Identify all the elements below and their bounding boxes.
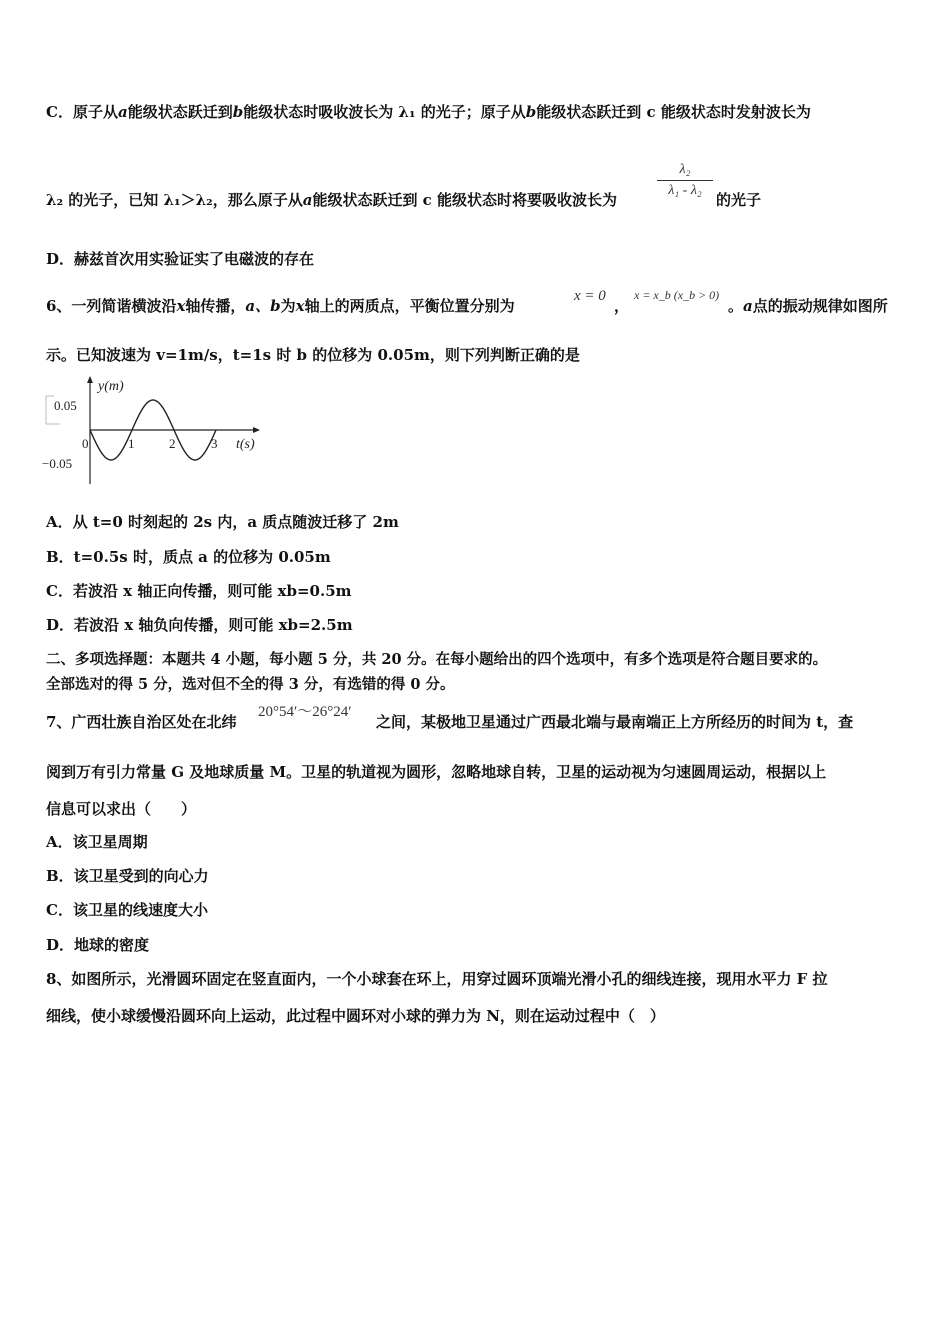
q8-stem-line1: 8、如图所示，光滑圆环固定在竖直面内，一个小球套在环上，用穿过圆环顶端光滑小孔的细线连接，现用水平力 F 拉 (46, 970, 828, 988)
y-axis-label: y(m) (98, 379, 124, 394)
y-tick-bottom: −0.05 (42, 456, 73, 471)
q8-stem-line2: 细线，使小球缓慢沿圆环向上运动，此过程中圆环对小球的弹力为 N，则在运动过程中（ ） (46, 1007, 665, 1025)
q5-option-c-line2-end: 的光子 (716, 191, 762, 209)
q6-option-a: A．从 t=0 时刻起的 2s 内，a 质点随波迁移了 2m (46, 513, 399, 531)
fraction-denominator: λ₁ - λ₂ (668, 183, 702, 198)
x-tick-1: 1 (128, 436, 135, 451)
q7-option-c: C．该卫星的线速度大小 (46, 901, 208, 919)
fraction-numerator: λ₂ (679, 162, 691, 177)
x-axis-arrow (253, 427, 260, 433)
y-tick-top: 0.05 (54, 398, 77, 413)
q7-stem-line1-end: 之间，某极地卫星通过广西最北端与最南端正上方所经历的时间为 t，查 (376, 713, 854, 731)
q6-option-b: B．t=0.5s 时，质点 a 的位移为 0.05m (46, 548, 331, 566)
section2-heading-line1: 二、多项选择题：本题共 4 小题，每小题 5 分，共 20 分。在每小题给出的四个选项中，有多个选项是符合题目要求的。 (46, 651, 828, 668)
q7-latitude: 20°54′～26°24′ (258, 704, 352, 720)
q5-option-c-line1: C．原子从a能级状态跃迁到b能级状态时吸收波长为 λ₁ 的光子；原子从b能级状态跃迁到 c 能级状态时发射波长为 (46, 103, 811, 121)
q7-option-d: D．地球的密度 (46, 936, 150, 954)
q6-comma: ， (614, 297, 630, 315)
q7-stem-line1-start: 7、广西壮族自治区处在北纬 (46, 713, 237, 731)
y-axis-arrow (87, 376, 93, 383)
section2-heading-line2: 全部选对的得 5 分，选对但不全的得 3 分，有选错的得 0 分。 (46, 676, 455, 693)
q6-option-c: C．若波沿 x 轴正向传播，则可能 xb=0.5m (46, 582, 352, 600)
q6-stem-line1-end: 。a点的振动规律如图所 (728, 297, 888, 315)
q7-stem-line3: 信息可以求出（ ） (46, 800, 197, 818)
x-tick-2: 2 (169, 436, 176, 451)
q6-equation-b: x = x_b (x_b > 0) (634, 288, 720, 302)
q7-stem-line2: 阅到万有引力常量 G 及地球质量 M。卫星的轨道视为圆形，忽略地球自转，卫星的运动视为匀速圆周运动，根据以上 (46, 763, 827, 781)
q6-stem-line2: 示。已知波速为 v=1m/s，t=1s 时 b 的位移为 0.05m，则下列判断正确的是 (46, 346, 580, 364)
q5-option-d: D．赫兹首次用实验证实了电磁波的存在 (46, 250, 315, 268)
wavelength-fraction (657, 162, 713, 199)
q6-stem-line1: 6、一列简谐横波沿x轴传播，a、b为x轴上的两质点，平衡位置分别为 (46, 297, 515, 315)
q5-option-c-line2: λ₂ 的光子，已知 λ₁＞λ₂，那么原子从a能级状态跃迁到 c 能级状态时将要吸收波长为 (46, 191, 618, 209)
x-tick-3: 3 (211, 436, 218, 451)
fraction-bar (657, 180, 713, 181)
q7-option-a: A．该卫星周期 (46, 833, 148, 851)
q7-option-b: B．该卫星受到的向心力 (46, 867, 209, 885)
q6-equation-a: x = 0 (574, 288, 606, 304)
x-axis-label: t(s) (236, 437, 255, 452)
vibration-graph (40, 374, 270, 486)
x-tick-0: 0 (82, 436, 89, 451)
q6-option-d: D．若波沿 x 轴负向传播，则可能 xb=2.5m (46, 616, 353, 634)
